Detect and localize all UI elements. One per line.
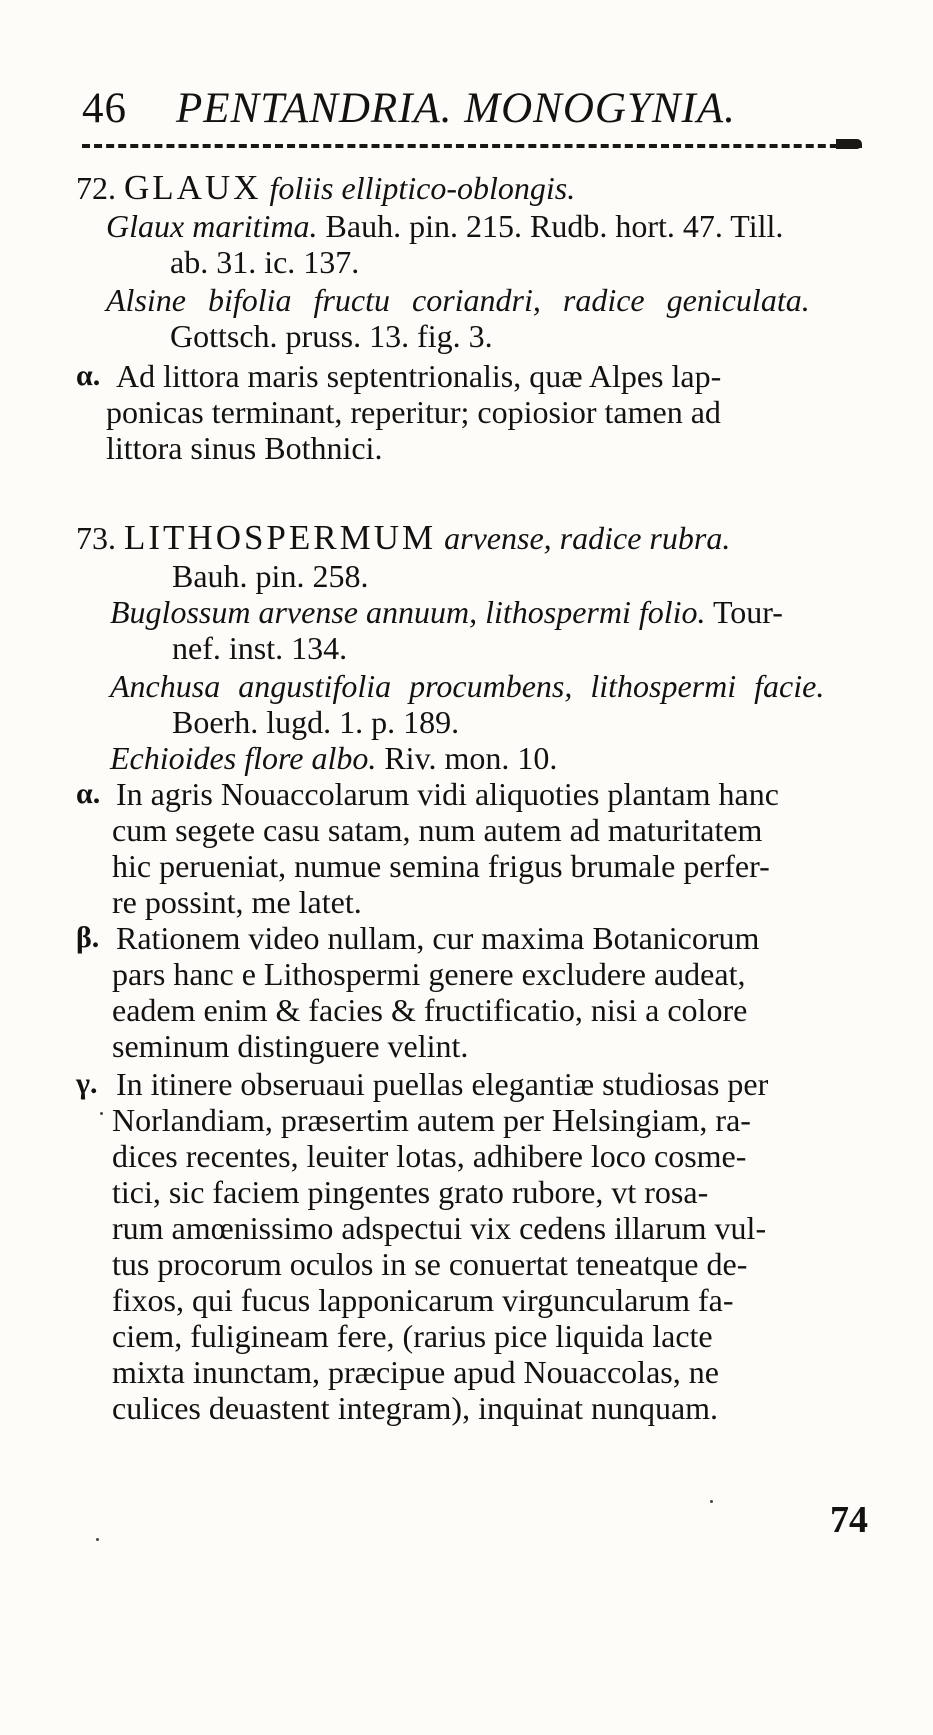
entry73-alpha-line-4: re possint, me latet.	[112, 884, 362, 920]
entry73-syn1-ref: Bauh. pin. 258.	[172, 558, 369, 594]
entry73-syn2-ref-cont: nef. inst. 134.	[172, 630, 348, 666]
header-rule-end	[836, 139, 862, 149]
entry73-alpha-line-2: cum segete casu satam, num autem ad maturitatem	[112, 812, 763, 848]
entry73-gamma-line-7: fixos, qui fucus lapponicarum virguncularum fa-	[112, 1282, 734, 1318]
entry73-gamma-line-9: mixta inunctam, præcipue apud Nouaccolas, ne	[112, 1354, 719, 1390]
entry73-gamma-line-2: Norlandiam, præsertim autem per Helsingiam, ra-	[112, 1102, 751, 1138]
paper-speck	[100, 1112, 103, 1115]
entry73-gamma-line-3: dices recentes, leuiter lotas, adhibere loco cosme-	[112, 1138, 747, 1174]
entry73-diagnosis: arvense, radice rubra.	[444, 520, 731, 556]
entry73-gamma-line-4: tici, sic faciem pingentes grato rubore, vt rosa-	[112, 1174, 709, 1210]
entry73-gamma-line-8: ciem, fuligineam fere, (rarius pice liquida lacte	[112, 1318, 713, 1354]
running-title: PENTANDRIA. MONOGYNIA.	[176, 85, 736, 132]
entry73-syn2-name: Buglossum arvense annuum, lithospermi folio.	[110, 594, 706, 630]
signature-number: 74	[830, 1499, 868, 1541]
entry72-synonym-1	[106, 208, 783, 244]
entry72-number: 72.	[76, 170, 116, 206]
entry73-synonym-4	[110, 740, 557, 776]
entry72-syn1-name: Glaux maritima.	[106, 208, 318, 244]
entry73-gamma-line-6: tus procorum oculos in se conuertat teneatque de-	[112, 1246, 748, 1282]
entry73-syn3-ref: Boerh. lugd. 1. p. 189.	[172, 704, 460, 740]
entry73-alpha-mark: α.	[76, 777, 101, 810]
entry72-genus: GLAUX	[124, 168, 262, 207]
entry73-gamma-mark: γ.	[76, 1067, 98, 1100]
entry73-number: 73.	[76, 520, 116, 556]
entry72-syn1-ref-cont: ab. 31. ic. 137.	[170, 244, 360, 280]
entry73-syn4-ref: Riv. mon. 10.	[384, 740, 558, 776]
entry73-syn2-ref: Tour-	[712, 594, 783, 630]
entry73-gamma-line-5: rum amœnissimo adspectui vix cedens illarum vul-	[112, 1210, 767, 1246]
entry73-gamma-line-1: In itinere obseruaui puellas elegantiæ studiosas per	[116, 1066, 769, 1102]
entry73-beta-line-1: Rationem video nullam, cur maxima Botanicorum	[116, 920, 760, 956]
page-header	[82, 84, 862, 133]
paper-speck	[96, 1538, 99, 1541]
entry73-alpha-line-1: In agris Nouaccolarum vidi aliquoties plantam hanc	[116, 776, 779, 812]
entry73-genus: LITHOSPERMUM	[124, 518, 437, 557]
header-rule	[82, 144, 862, 148]
entry72-note-line-2: ponicas terminant, reperitur; copiosior tamen ad	[106, 394, 721, 430]
entry73-syn3-name: Anchusa angustifolia procumbens, lithospermi facie.	[110, 668, 825, 704]
entry72-note-line-1: Ad littora maris septentrionalis, quæ Alpes lap-	[116, 358, 722, 394]
paper-speck	[710, 1500, 713, 1503]
entry72-alpha-mark: α.	[76, 359, 101, 392]
entry72-syn1-ref: Bauh. pin. 215. Rudb. hort. 47. Till.	[325, 208, 784, 244]
entry73-beta-line-4: seminum distinguere velint.	[112, 1028, 469, 1064]
entry73-synonym-2	[110, 594, 783, 630]
entry73-syn4-name: Echioides flore albo.	[110, 740, 377, 776]
entry72-note-line-3: littora sinus Bothnici.	[106, 430, 383, 466]
entry73-heading	[76, 520, 730, 556]
entry72-diagnosis: foliis elliptico-oblongis.	[269, 170, 576, 206]
entry73-gamma-line-10: culices deuastent integram), inquinat nunquam.	[112, 1390, 719, 1426]
entry72-syn2-ref: Gottsch. pruss. 13. fig. 3.	[170, 318, 493, 354]
entry72-heading	[76, 170, 575, 206]
entry73-alpha-line-3: hic perueniat, numue semina frigus brumale perfer-	[112, 848, 770, 884]
page-number: 46	[82, 85, 127, 132]
entry73-beta-line-2: pars hanc e Lithospermi genere excludere audeat,	[112, 956, 746, 992]
entry73-beta-mark: β.	[76, 921, 100, 954]
entry73-beta-line-3: eadem enim & facies & fructificatio, nisi a colore	[112, 992, 748, 1028]
entry72-syn2-name: Alsine bifolia fructu coriandri, radice geniculata.	[106, 282, 810, 318]
